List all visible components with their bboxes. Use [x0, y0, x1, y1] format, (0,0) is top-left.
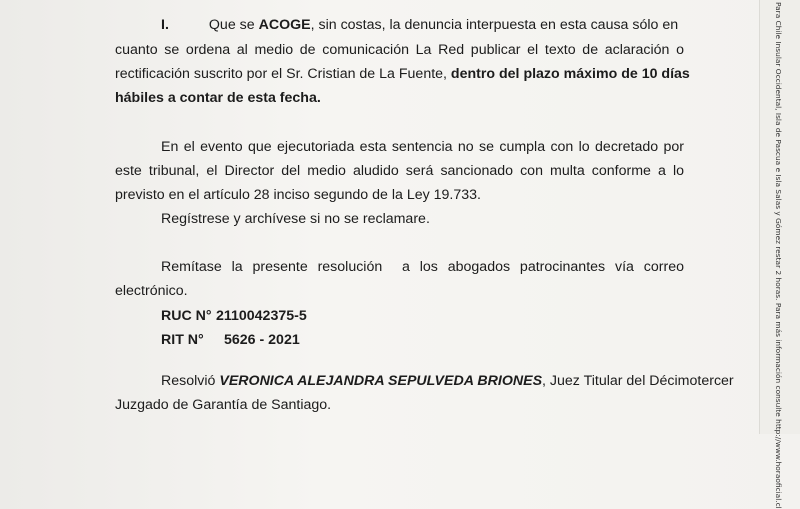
paragraph-3: Regístrese y archívese si no se reclamare.	[161, 211, 430, 227]
judge-name: VERONICA ALEJANDRA SEPULVEDA BRIONES	[219, 373, 543, 389]
time-zone-note: Para Chile Insular Occidental, Isla de Pascua e Isla Salas y Gómez restar 2 horas. Para más información consulte http://www.horaoficial.cl	[774, 2, 783, 509]
resolvio-line-1: Resolvió VERONICA ALEJANDRA SEPULVEDA BRIONES, Juez Titular del Décimotercer	[161, 373, 734, 389]
rit-label: RIT N°	[161, 332, 204, 348]
ruc-label: RUC N°	[161, 308, 212, 324]
item-number: I.	[161, 17, 169, 33]
paragraph-1-line-3: rectificación suscrito por el Sr. Cristian de La Fuente, dentro del plazo máximo de 10 días	[115, 66, 690, 82]
paragraph-2-line-2: este tribunal, el Director del medio aludido será sancionado con multa conforme a lo	[115, 163, 684, 179]
paragraph-1-line-4: hábiles a contar de esta fecha.	[115, 90, 321, 106]
paragraph-1-line-1: I. Que se ACOGE, sin costas, la denuncia interpuesta en esta causa sólo en	[161, 17, 679, 33]
paragraph-1-line-2: cuanto se ordena al medio de comunicación La Red publicar el texto de aclaración o	[115, 42, 684, 58]
ruc-value: 2110042375-5	[216, 308, 307, 324]
rit-value: 5626 - 2021	[224, 332, 300, 348]
acoge-keyword: ACOGE	[258, 17, 311, 33]
paragraph-2-line-3: previsto en el artículo 28 inciso segundo de la Ley 19.733.	[115, 187, 481, 203]
paragraph-4-line-2: electrónico.	[115, 283, 188, 299]
resolvio-line-2: Juzgado de Garantía de Santiago.	[115, 397, 332, 413]
page-margin-sidebar	[759, 0, 800, 509]
paragraph-2-line-1: En el evento que ejecutoriada esta sentencia no se cumpla con lo decretado por	[161, 139, 684, 155]
ruc-number	[161, 307, 307, 325]
deadline-text: dentro del plazo máximo de 10 días	[450, 66, 690, 82]
paragraph-4-line-1: Remítase la presente resolución a los abogados patrocinantes vía correo	[161, 259, 684, 275]
rit-number	[161, 331, 300, 349]
